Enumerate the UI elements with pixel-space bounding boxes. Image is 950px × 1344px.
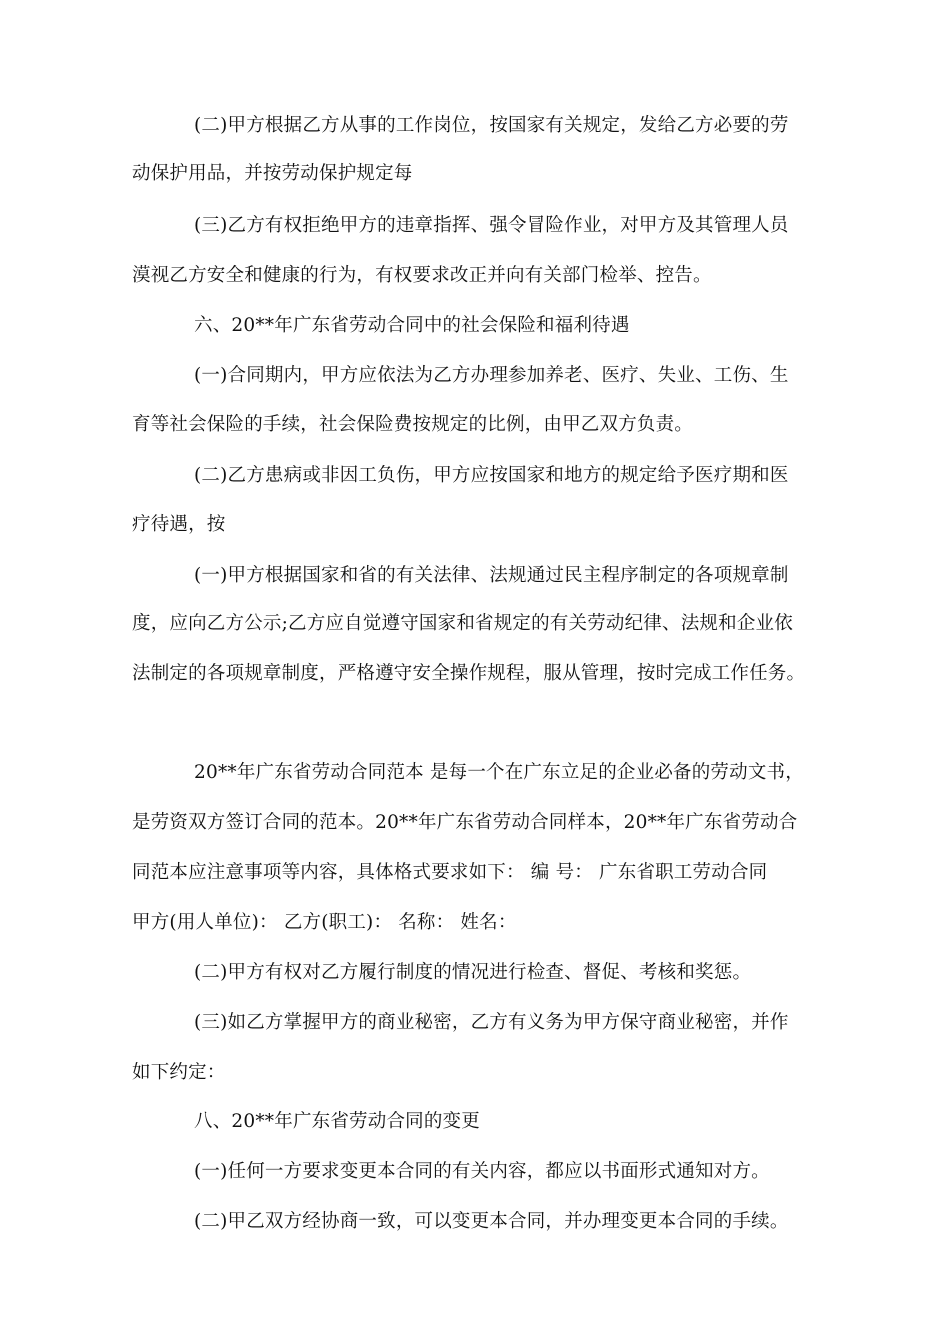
- intro-paragraph-line-2: 是劳资双方签订合同的范本。20**年广东省劳动合同样本，20**年广东省劳动合: [132, 812, 798, 833]
- paragraph-2-line-1: (三)乙方有权拒绝甲方的违章指挥、强令冒险作业，对甲方及其管理人员: [194, 215, 789, 236]
- paragraph-6-line-3: 法制定的各项规章制度，严格遵守安全操作规程，服从管理，按时完成工作任务。: [132, 663, 806, 684]
- section-heading-6: 六、20**年广东省劳动合同中的社会保险和福利待遇: [194, 315, 630, 336]
- paragraph-5-line-2: 疗待遇，按: [132, 514, 226, 535]
- intro-paragraph-line-4: 甲方(用人单位)： 乙方(职工)： 名称： 姓名：: [132, 912, 517, 933]
- paragraph-6-line-1: (一)甲方根据国家和省的有关法律、法规通过民主程序制定的各项规章制: [194, 565, 789, 586]
- paragraph-8-line-1: (二)甲方有权对乙方履行制度的情况进行检查、督促、考核和奖惩。: [194, 962, 752, 983]
- paragraph-4-line-1: (一)合同期内，甲方应依法为乙方办理参加养老、医疗、失业、工伤、生: [194, 365, 789, 386]
- paragraph-9-line-2: 如下约定：: [132, 1062, 226, 1083]
- paragraph-2-line-2: 漠视乙方安全和健康的行为，有权要求改正并向有关部门检举、控告。: [132, 265, 712, 286]
- paragraph-9-line-1: (三)如乙方掌握甲方的商业秘密，乙方有义务为甲方保守商业秘密，并作: [194, 1012, 789, 1033]
- paragraph-1-line-1: (二)甲方根据乙方从事的工作岗位，按国家有关规定，发给乙方必要的劳: [194, 115, 789, 136]
- paragraph-12-line-1: (二)甲乙双方经协商一致，可以变更本合同，并办理变更本合同的手续。: [194, 1211, 789, 1232]
- section-heading-8: 八、20**年广东省劳动合同的变更: [194, 1111, 480, 1132]
- intro-paragraph-line-1: 20**年广东省劳动合同范本 是每一个在广东立足的企业必备的劳动文书，: [194, 762, 804, 783]
- intro-paragraph-line-3: 同范本应注意事项等内容，具体格式要求如下： 编 号： 广东省职工劳动合同: [132, 862, 768, 883]
- paragraph-11-line-1: (一)任何一方要求变更本合同的有关内容，都应以书面形式通知对方。: [194, 1161, 770, 1182]
- paragraph-5-line-1: (二)乙方患病或非因工负伤，甲方应按国家和地方的规定给予医疗期和医: [194, 465, 789, 486]
- paragraph-6-line-2: 度，应向乙方公示;乙方应自觉遵守国家和省规定的有关劳动纪律、法规和企业依: [132, 613, 793, 634]
- paragraph-1-line-2: 动保护用品，并按劳动保护规定每: [132, 163, 413, 184]
- paragraph-4-line-2: 育等社会保险的手续，社会保险费按规定的比例，由甲乙双方负责。: [132, 414, 694, 435]
